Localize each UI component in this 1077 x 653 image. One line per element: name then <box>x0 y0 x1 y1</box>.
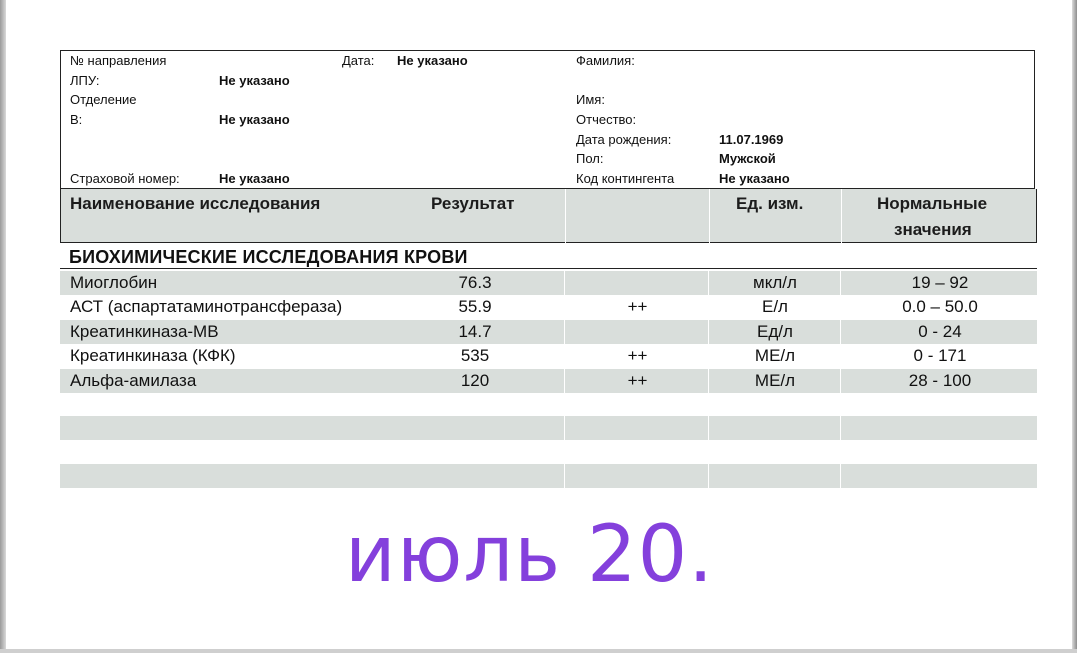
page-right-edge <box>1072 0 1077 653</box>
date-value: Не указано <box>397 53 468 68</box>
column-divider <box>565 189 566 243</box>
patient-info-box <box>60 50 1035 189</box>
test-result: 55.9 <box>458 297 492 317</box>
insurance-label: Страховой номер: <box>70 171 180 186</box>
test-unit: МЕ/л <box>754 346 796 366</box>
department-label: Отделение <box>70 92 137 107</box>
test-name: Альфа-амилаза <box>70 370 197 390</box>
empty-table-row <box>60 464 1037 488</box>
referral-label: № направления <box>70 53 167 68</box>
column-divider <box>841 189 842 243</box>
column-unit-heading: Ед. изм. <box>736 194 804 213</box>
test-flag: ++ <box>627 370 648 390</box>
column-norm-heading: Нормальные <box>877 194 988 213</box>
test-result: 76.3 <box>458 273 492 292</box>
table-row <box>60 271 1037 295</box>
test-result: 120 <box>460 370 490 390</box>
dob-value: 11.07.1969 <box>719 132 784 147</box>
sex-label: Пол: <box>576 151 604 166</box>
test-norm: 0 - 24 <box>918 321 962 341</box>
v-label: В: <box>70 112 83 127</box>
handwritten-note: июль 20. <box>345 510 715 600</box>
lpu-value: Не указано <box>219 73 290 88</box>
lpu-label: ЛПУ: <box>70 73 100 88</box>
contingent-value: Не указано <box>719 171 790 186</box>
test-unit: Е/л <box>762 297 788 317</box>
column-result-heading: Результат <box>431 194 515 213</box>
test-unit: Ед/л <box>757 321 793 341</box>
column-divider <box>709 189 710 243</box>
test-flag: ++ <box>627 297 648 317</box>
test-norm: 0.0 – 50.0 <box>902 297 978 317</box>
empty-table-row <box>60 416 1037 440</box>
test-norm: 19 – 92 <box>911 273 969 292</box>
column-norm-heading-line2: значения <box>894 220 972 239</box>
v-value: Не указано <box>219 112 290 127</box>
test-unit: МЕ/л <box>754 370 796 390</box>
dob-label: Дата рождения: <box>576 132 672 147</box>
name-label: Имя: <box>576 92 605 107</box>
page-left-edge <box>0 0 6 653</box>
results-column-header <box>60 189 1037 243</box>
test-name: Креатинкиназа (КФК) <box>70 346 236 366</box>
test-name: Креатинкиназа-МВ <box>70 321 219 341</box>
results-table <box>60 271 1037 393</box>
patronymic-label: Отчество: <box>576 112 637 127</box>
date-label: Дата: <box>342 53 375 68</box>
test-name: Миоглобин <box>70 273 158 292</box>
sex-value: Мужской <box>719 151 776 166</box>
test-flag: ++ <box>627 346 648 366</box>
test-result: 14.7 <box>458 321 492 341</box>
table-row <box>60 344 1037 368</box>
test-result: 535 <box>460 346 490 366</box>
test-unit: мкл/л <box>753 273 797 292</box>
page-bottom-edge <box>0 649 1077 653</box>
column-name-heading: Наименование исследования <box>70 194 321 213</box>
insurance-value: Не указано <box>219 171 290 186</box>
test-norm: 0 - 171 <box>913 346 967 366</box>
table-row <box>60 320 1037 344</box>
table-row <box>60 295 1037 319</box>
test-name: АСТ (аспартатаминотрансфераза) <box>70 297 343 317</box>
surname-label: Фамилия: <box>576 53 635 68</box>
section-title: БИОХИМИЧЕСКИЕ ИССЛЕДОВАНИЯ КРОВИ <box>69 247 468 267</box>
test-norm: 28 - 100 <box>908 370 972 390</box>
section-underline <box>60 268 1037 269</box>
table-row <box>60 369 1037 393</box>
contingent-label: Код контингента <box>576 171 675 186</box>
